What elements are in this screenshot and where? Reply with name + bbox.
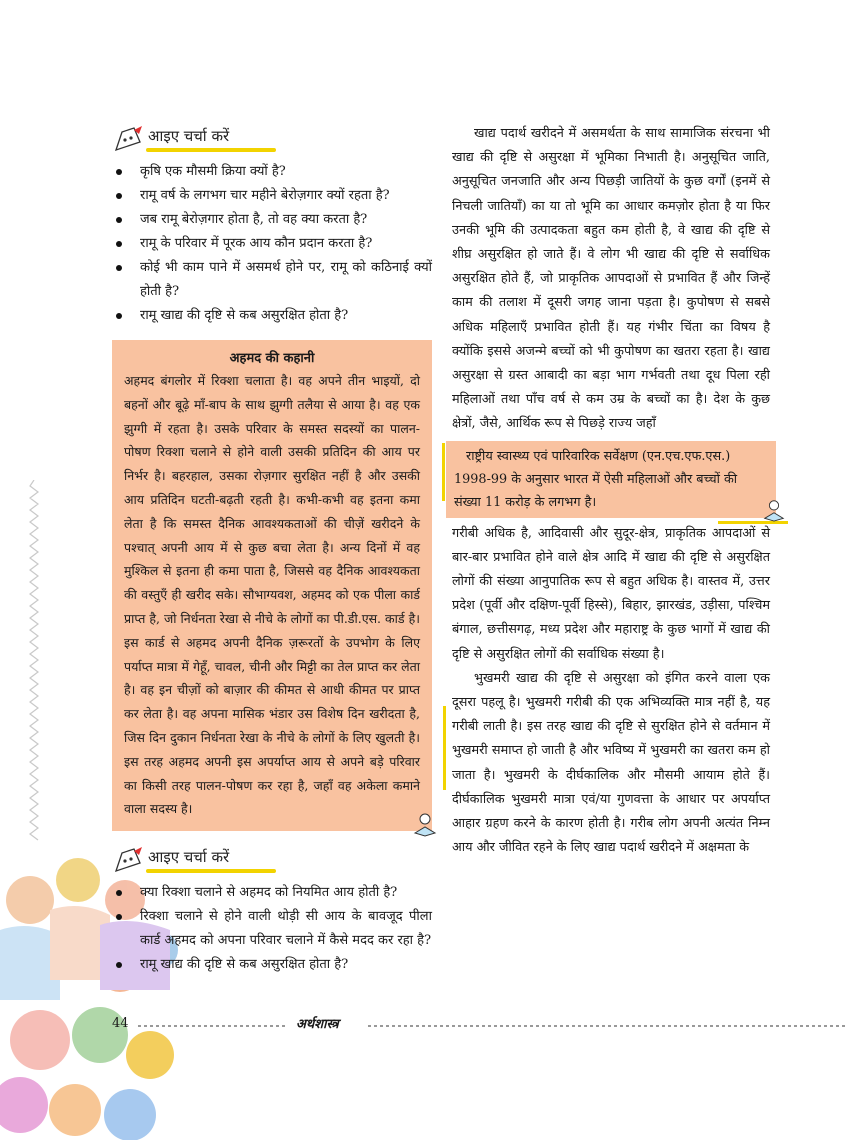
list-item: क्या रिक्शा चलाने से अहमद को नियमित आय होती है? xyxy=(112,881,432,905)
story-title: अहमद की कहानी xyxy=(229,351,315,366)
book-title: अर्थशास्त्र xyxy=(296,1017,339,1032)
fact-box xyxy=(446,441,776,518)
discussion-icon xyxy=(112,845,146,875)
list-item: रामू के परिवार में पूरक आय कौन प्रदान करता है? xyxy=(112,232,432,256)
list-item: जब रामू बेरोज़गार होता है, तो वह क्या करता है? xyxy=(112,208,432,232)
fact-text: राष्ट्रीय स्वास्थ्य एवं पारिवारिक सर्वेक्षण (एन.एच.एफ.एस.) 1998-99 के अनुसार भारत में ऐसी महिलाओं और बच्चों की संख्या 11 करोड़ के लगभग है। xyxy=(454,448,738,510)
left-column xyxy=(112,122,432,977)
page-number: 44 xyxy=(112,1016,129,1031)
reader-icon xyxy=(762,498,786,522)
right-column xyxy=(452,122,770,860)
list-item: रामू खाद्य की दृष्टि से कब असुरक्षित होता है? xyxy=(112,304,432,328)
discussion-underline xyxy=(146,869,276,873)
footer-rule xyxy=(368,1025,846,1027)
list-item: रिक्शा चलाने से होने वाली थोड़ी सी आय के बावजूद पीला कार्ड अहमद को अपना परिवार चलाने में कैसे मदद कर रहा है? xyxy=(112,905,432,953)
story-body: अहमद बंगलोर में रिक्शा चलाता है। वह अपने तीन भाइयों, दो बहनों और बूढ़े माँ-बाप के साथ झुग्गी तलैया से आया है। वह एक झुग्गी में रहता है। उसके परिवार के समस्त सदस्यों का पालन-पोषण रिक्शा चलाने से होने वाली उसकी प्रतिदिन की आय पर निर्भर है। बहरहाल, उसका रोज़गार सुरक्षित नहीं है और उसकी आय प्रतिदिन घटती-बढ़ती रहती है। कभी-कभी वह इतना कमा लेता है कि समस्त दैनिक आवश्यकताओं की चीज़ें खरीदने के पश्चात् अपनी आय में से कुछ बचा लेता है। अन्य दिनों में वह मुश्किल से इतना ही कमा पाता है, जिससे वह दैनिक आवश्यकता की वस्तुएँ ही खरीद सके। सौभाग्यवश, अहमद को एक पीला कार्ड प्राप्त है, जो निर्धनता रेखा से नीचे के लोगों का पी.डी.एस. कार्ड है। इस कार्ड से अहमद अपनी दैनिक ज़रूरतों के उपभोग के लिए पर्याप्त मात्रा में गेहूँ, चावल, चीनी और मिट्टी का तेल प्राप्त कर लेता है। वह इन चीज़ों को बाज़ार की कीमत से आधी कीमत पर प्राप्त कर लेता है। वह अपना मासिक भंडार उस विशेष दिन खरीदता है, जिस दिन दुकान निर्धनता रेखा के नीचे के लोगों के लिए खुलती है। इस तरह अहमद अपनी इस अपर्याप्त आय से अपने बड़े परिवार का किसी तरह पालन-पोषण कर रहा है, जहाँ वह अकेला कमाने वाला सदस्य है। xyxy=(124,373,420,817)
paragraph-2: गरीबी अधिक है, आदिवासी और सुदूर-क्षेत्र, प्राकृतिक आपदाओं से बार-बार प्रभावित होने वाले क्षेत्र आदि में खाद्य की दृष्टि से असुरक्षित लोगों की संख्या आनुपातिक रूप से बहुत अधिक है। वास्तव में, उत्तर प्रदेश (पूर्वी और दक्षिण-पूर्वी हिस्से), बिहार, झारखंड, उड़ीसा, पश्चिम बंगाल, छत्तीसगढ़, मध्य प्रदेश और महाराष्ट्र के कुछ भागों में खाद्य की दृष्टि से असुरक्षित लोगों की सर्वाधिक संख्या है। xyxy=(452,525,770,662)
story-box xyxy=(112,340,432,831)
discussion-icon xyxy=(112,124,146,154)
accent-bar xyxy=(442,443,445,501)
accent-bar xyxy=(443,706,446,790)
paragraph-3: भुखमरी खाद्य की दृष्टि से असुरक्षा को इंगित करने वाला एक दूसरा पहलू है। भुखमरी गरीबी की एक अभिव्यक्ति मात्र नहीं है, यह गरीबी लाती है। इस तरह खाद्य की दृष्टि से सुरक्षित होने से वर्तमान में भुखमरी समाप्त हो जाती है और भविष्य में भुखमरी का खतरा कम हो जाता है। भुखमरी के दीर्घकालिक और मौसमी आयाम होते हैं। दीर्घकालिक भुखमरी मात्रा एवं/या गुणवत्ता के आधार पर अपर्याप्त आहार ग्रहण करने के कारण होती है। गरीब लोग अपनी अत्यंत निम्न आय और जीवित रहने के लिए खाद्य पदार्थ खरीदने में अक्षमता के xyxy=(452,670,770,856)
page-footer xyxy=(112,1016,847,1036)
list-item: रामू वर्ष के लगभग चार महीने बेरोज़गार क्यों रहता है? xyxy=(112,184,432,208)
paragraph-1: खाद्य पदार्थ खरीदने में असमर्थता के साथ सामाजिक संरचना भी खाद्य की दृष्टि से असुरक्षा में भूमिका निभाती है। अनुसूचित जाति, अनुसूचित जनजाति और अन्य पिछड़ी जातियों के कुछ वर्गों (इनमें से निचली जातियाँ) का या तो भूमि का आधार कमज़ोर होता है या फिर उनकी भूमि की उत्पादकता बहुत कम होती है, वे खाद्य की दृष्टि से शीघ्र असुरक्षित हो जाते हैं। वे लोग भी खाद्य की दृष्टि से सर्वाधिक असुरक्षित होते हैं, जो प्राकृतिक आपदाओं से प्रभावित हैं और जिन्हें काम की तलाश में दूसरी जगह जाना पड़ता है। कुपोषण से सबसे अधिक महिलाएँ प्रभावित होती हैं। यह गंभीर चिंता का विषय है क्योंकि इससे अजन्मे बच्चों को भी कुपोषण का खतरा रहता है। खाद्य असुरक्षा से ग्रस्त आबादी का बड़ा भाग गर्भवती तथा दूध पिला रही महिलाओं तथा पाँच वर्ष से कम उम्र के बच्चों का है। देश के कुछ क्षेत्रों, जैसे, आर्थिक रूप से पिछड़े राज्य जहाँ xyxy=(452,126,770,432)
discussion-heading-1 xyxy=(112,122,432,156)
discussion-title: आइए चर्चा करें xyxy=(148,127,230,145)
question-list-1 xyxy=(112,160,432,328)
discussion-title: आइए चर्चा करें xyxy=(148,848,230,867)
list-item: कृषि एक मौसमी क्रिया क्यों है? xyxy=(112,160,432,184)
discussion-underline xyxy=(146,148,276,152)
list-item: रामू खाद्य की दृष्टि से कब असुरक्षित होता है? xyxy=(112,953,432,977)
reader-icon xyxy=(412,811,438,837)
footer-rule xyxy=(138,1025,288,1027)
list-item: कोई भी काम पाने में असमर्थ होने पर, रामू को कठिनाई क्यों होती है? xyxy=(112,256,432,304)
question-list-2 xyxy=(112,881,432,977)
discussion-heading-2 xyxy=(112,843,432,877)
